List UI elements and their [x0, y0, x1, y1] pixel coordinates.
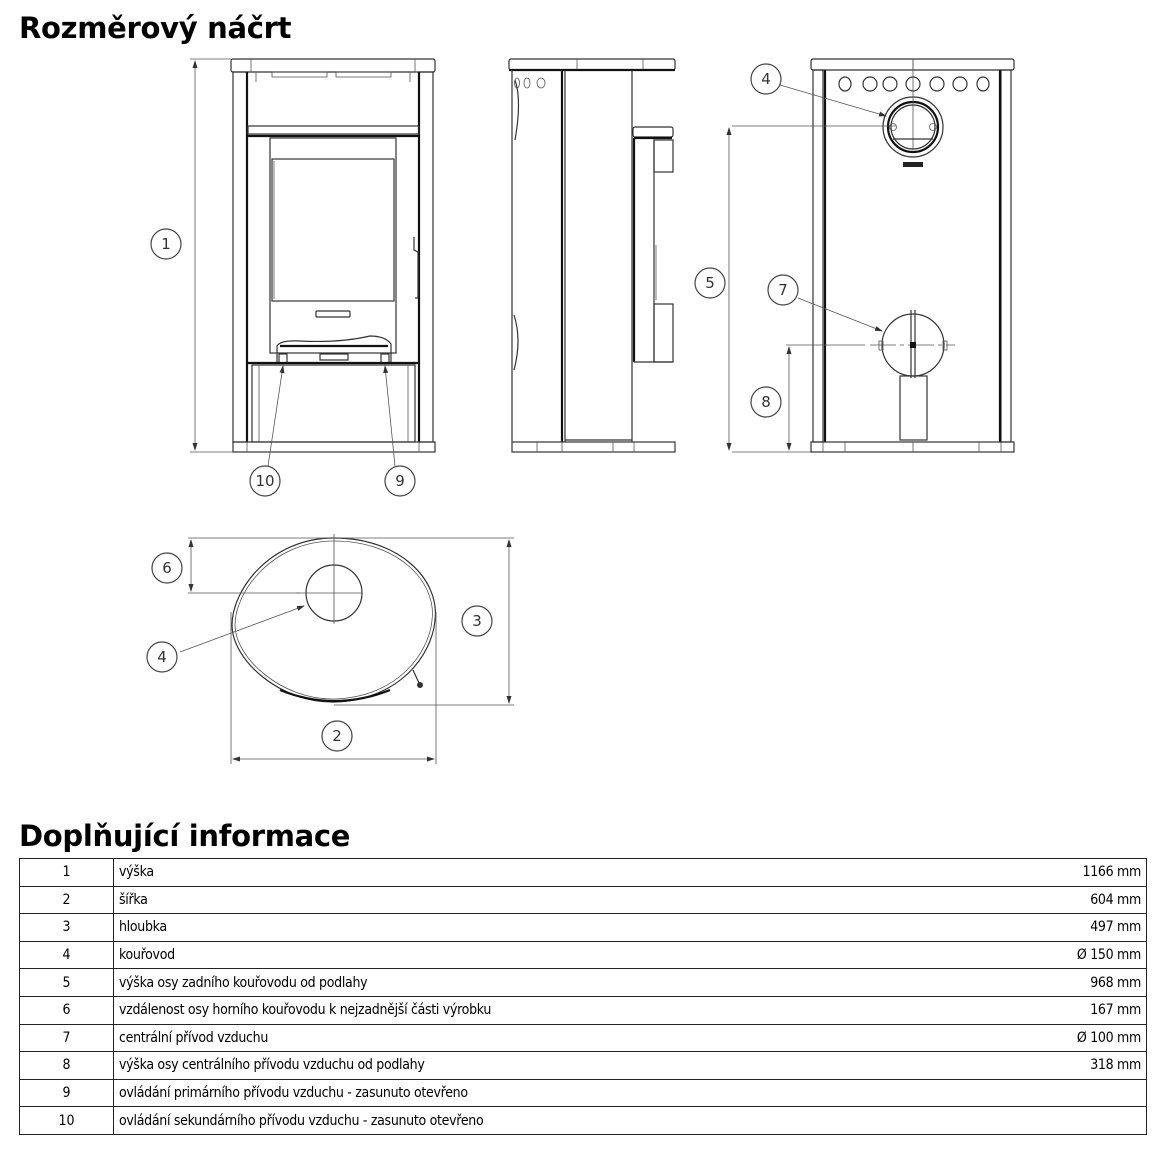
- row-number: 7: [20, 1024, 114, 1052]
- row-number: 1: [20, 859, 114, 887]
- svg-text:4: 4: [157, 648, 167, 666]
- callout-5: [695, 268, 725, 298]
- table-row: [20, 914, 1147, 942]
- svg-text:8: 8: [761, 393, 771, 411]
- row-label: ovládání primárního přívodu vzduchu - zasunuto otevřeno: [114, 1079, 1027, 1107]
- svg-text:2: 2: [332, 727, 342, 745]
- row-value: 497 mm: [1026, 914, 1147, 942]
- svg-text:7: 7: [778, 281, 788, 299]
- info-table: [19, 858, 1147, 1135]
- section-title-additional-info: Doplňující informace: [19, 819, 351, 853]
- callout-2: [322, 721, 352, 751]
- svg-text:9: 9: [395, 472, 405, 490]
- row-number: 2: [20, 886, 114, 914]
- callout-10: [250, 466, 280, 496]
- callout-7: [768, 275, 798, 305]
- side-view: [509, 59, 675, 452]
- callout-4-back: [751, 64, 781, 94]
- row-value: 968 mm: [1026, 969, 1147, 997]
- row-value: Ø 100 mm: [1026, 1024, 1147, 1052]
- section-title-dimension-sketch: Rozměrový náčrt: [19, 11, 292, 45]
- row-value: 1166 mm: [1026, 859, 1147, 887]
- row-label: hloubka: [114, 914, 1027, 942]
- svg-text:4: 4: [761, 70, 771, 88]
- row-number: 3: [20, 914, 114, 942]
- callout-3: [462, 606, 492, 636]
- row-number: 10: [20, 1107, 114, 1135]
- row-value: 318 mm: [1026, 1052, 1147, 1080]
- table-row: [20, 1107, 1147, 1135]
- row-value: [1026, 1107, 1147, 1135]
- table-row: [20, 1024, 1147, 1052]
- table-row: [20, 886, 1147, 914]
- callout-9: [385, 466, 415, 496]
- row-number: 6: [20, 996, 114, 1024]
- svg-text:1: 1: [161, 235, 171, 253]
- table-row: [20, 1079, 1147, 1107]
- row-number: 8: [20, 1052, 114, 1080]
- svg-text:5: 5: [705, 274, 715, 292]
- row-label: centrální přívod vzduchu: [114, 1024, 1027, 1052]
- table-row: [20, 859, 1147, 887]
- svg-text:10: 10: [255, 472, 275, 490]
- row-label: výška osy centrálního přívodu vzduchu od podlahy: [114, 1052, 1027, 1080]
- row-value: 604 mm: [1026, 886, 1147, 914]
- row-number: 9: [20, 1079, 114, 1107]
- row-label: vzdálenost osy horního kouřovodu k nejzadnější části výrobku: [114, 996, 1027, 1024]
- row-value: 167 mm: [1026, 996, 1147, 1024]
- row-label: kouřovod: [114, 941, 1027, 969]
- row-number: 4: [20, 941, 114, 969]
- svg-text:3: 3: [472, 612, 482, 630]
- svg-text:6: 6: [162, 559, 172, 577]
- callout-6: [152, 553, 182, 583]
- row-label: šířka: [114, 886, 1027, 914]
- callout-8: [751, 387, 781, 417]
- callout-1: [151, 229, 181, 259]
- row-number: 5: [20, 969, 114, 997]
- table-row: [20, 1052, 1147, 1080]
- row-label: výška: [114, 859, 1027, 887]
- table-row: [20, 996, 1147, 1024]
- table-row: [20, 941, 1147, 969]
- row-label: výška osy zadního kouřovodu od podlahy: [114, 969, 1027, 997]
- row-value: Ø 150 mm: [1026, 941, 1147, 969]
- row-label: ovládání sekundárního přívodu vzduchu - zasunuto otevřeno: [114, 1107, 1027, 1135]
- row-value: [1026, 1079, 1147, 1107]
- front-view: [190, 59, 435, 466]
- callout-4-top: [147, 642, 177, 672]
- table-row: [20, 969, 1147, 997]
